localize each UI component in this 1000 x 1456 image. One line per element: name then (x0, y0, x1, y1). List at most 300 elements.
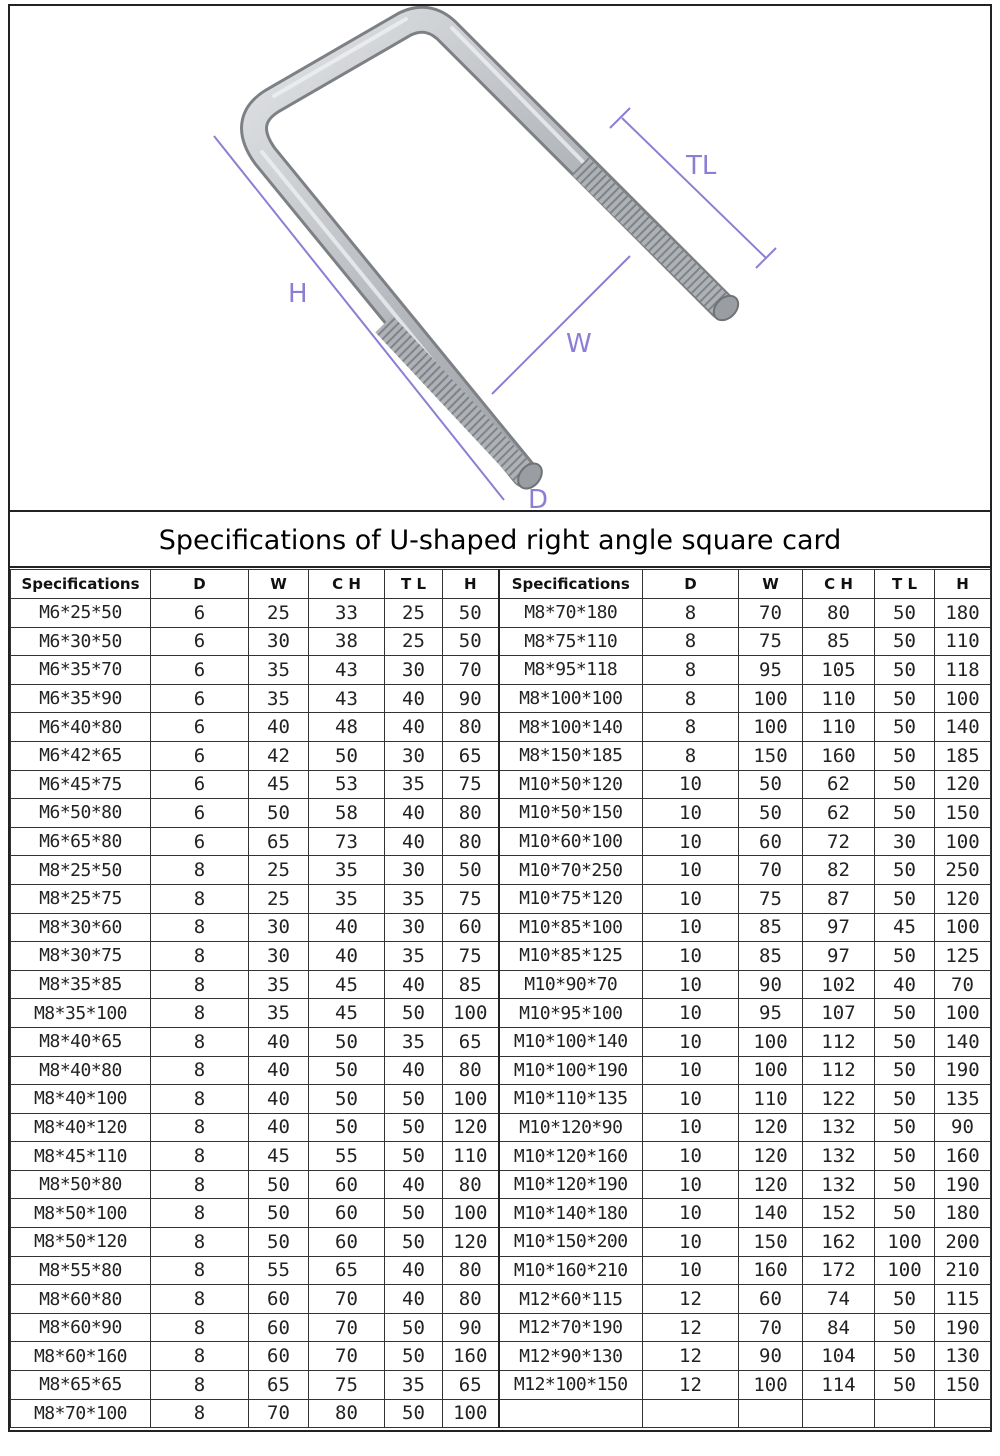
header-tl: T L (875, 570, 935, 599)
right-cell-spec: M10*70*250 (499, 856, 643, 885)
left-cell-ch: 70 (309, 1285, 385, 1314)
right-cell-ch: 112 (803, 1027, 875, 1056)
left-cell-d: 8 (151, 1113, 249, 1142)
header-ch: C H (803, 570, 875, 599)
right-cell-d: 8 (643, 684, 739, 713)
right-cell-tl: 50 (875, 856, 935, 885)
left-cell-w: 40 (249, 1027, 309, 1056)
right-cell-ch: 110 (803, 713, 875, 742)
right-cell-h: 180 (935, 1199, 991, 1228)
table-row (11, 1056, 991, 1085)
left-cell-ch: 60 (309, 1199, 385, 1228)
header-w: W (249, 570, 309, 599)
left-cell-w: 60 (249, 1313, 309, 1342)
left-cell-d: 8 (151, 942, 249, 971)
right-cell-tl: 45 (875, 913, 935, 942)
table-row (11, 627, 991, 656)
right-cell-tl: 50 (875, 999, 935, 1028)
left-cell-w: 40 (249, 713, 309, 742)
header-ch: C H (309, 570, 385, 599)
left-cell-h: 100 (443, 999, 499, 1028)
left-cell-tl: 40 (385, 1285, 443, 1314)
left-cell-h: 65 (443, 741, 499, 770)
right-cell-spec: M10*50*120 (499, 770, 643, 799)
left-cell-w: 40 (249, 1056, 309, 1085)
right-cell-tl: 50 (875, 1113, 935, 1142)
right-cell-h: 190 (935, 1170, 991, 1199)
right-cell-ch: 172 (803, 1256, 875, 1285)
left-cell-d: 6 (151, 627, 249, 656)
right-cell-spec: M10*120*190 (499, 1170, 643, 1199)
right-cell-ch: 162 (803, 1228, 875, 1257)
right-cell-tl: 50 (875, 1285, 935, 1314)
right-cell-w: 120 (739, 1170, 803, 1199)
right-cell-w: 50 (739, 799, 803, 828)
left-cell-spec: M8*45*110 (11, 1142, 151, 1171)
right-cell-d: 10 (643, 799, 739, 828)
right-cell-d: 10 (643, 1113, 739, 1142)
left-cell-spec: M8*50*120 (11, 1228, 151, 1257)
right-cell-h: 140 (935, 1027, 991, 1056)
right-cell-spec: M12*100*150 (499, 1371, 643, 1400)
right-cell-spec: M8*150*185 (499, 741, 643, 770)
table-row (11, 1371, 991, 1400)
left-cell-w: 70 (249, 1399, 309, 1428)
right-cell-ch (803, 1399, 875, 1428)
right-cell-d (643, 1399, 739, 1428)
table-row (11, 1027, 991, 1056)
right-cell-ch: 102 (803, 970, 875, 999)
left-cell-spec: M8*35*100 (11, 999, 151, 1028)
left-cell-w: 50 (249, 799, 309, 828)
left-cell-h: 100 (443, 1199, 499, 1228)
right-cell-d: 8 (643, 713, 739, 742)
left-cell-tl: 50 (385, 1113, 443, 1142)
right-cell-w: 85 (739, 913, 803, 942)
left-cell-h: 90 (443, 1313, 499, 1342)
right-cell-ch: 62 (803, 799, 875, 828)
right-cell-spec: M12*70*190 (499, 1313, 643, 1342)
right-cell-h: 125 (935, 942, 991, 971)
right-cell-tl: 40 (875, 970, 935, 999)
right-cell-spec: M10*85*125 (499, 942, 643, 971)
table-row (11, 770, 991, 799)
right-cell-h: 120 (935, 884, 991, 913)
right-cell-tl: 50 (875, 942, 935, 971)
left-cell-tl: 50 (385, 1342, 443, 1371)
left-cell-d: 8 (151, 1256, 249, 1285)
left-cell-d: 8 (151, 913, 249, 942)
right-cell-w: 150 (739, 1228, 803, 1257)
table-row (11, 741, 991, 770)
left-cell-d: 8 (151, 1056, 249, 1085)
right-cell-tl: 50 (875, 1170, 935, 1199)
left-cell-w: 25 (249, 599, 309, 628)
left-cell-d: 8 (151, 1285, 249, 1314)
header-h: H (935, 570, 991, 599)
left-cell-w: 35 (249, 970, 309, 999)
table-row (11, 1170, 991, 1199)
left-cell-w: 40 (249, 1085, 309, 1114)
left-cell-ch: 50 (309, 741, 385, 770)
right-cell-w: 150 (739, 741, 803, 770)
left-cell-w: 45 (249, 770, 309, 799)
right-cell-w: 100 (739, 1371, 803, 1400)
left-cell-ch: 53 (309, 770, 385, 799)
header-d: D (151, 570, 249, 599)
u-bolt-diagram (10, 6, 990, 512)
right-cell-d: 10 (643, 827, 739, 856)
right-cell-w: 120 (739, 1113, 803, 1142)
right-cell-spec: M10*75*120 (499, 884, 643, 913)
left-cell-ch: 48 (309, 713, 385, 742)
left-cell-h: 75 (443, 884, 499, 913)
right-cell-tl: 30 (875, 827, 935, 856)
right-cell-ch: 87 (803, 884, 875, 913)
right-cell-tl: 50 (875, 627, 935, 656)
right-cell-tl: 50 (875, 684, 935, 713)
left-cell-spec: M6*35*90 (11, 684, 151, 713)
left-cell-tl: 30 (385, 856, 443, 885)
right-cell-tl: 50 (875, 599, 935, 628)
left-cell-tl: 35 (385, 770, 443, 799)
header-d: D (643, 570, 739, 599)
table-row (11, 970, 991, 999)
right-cell-h: 150 (935, 799, 991, 828)
left-cell-ch: 58 (309, 799, 385, 828)
right-cell-spec: M10*120*90 (499, 1113, 643, 1142)
right-cell-h: 135 (935, 1085, 991, 1114)
right-cell-h: 115 (935, 1285, 991, 1314)
left-cell-d: 8 (151, 1228, 249, 1257)
left-cell-h: 100 (443, 1085, 499, 1114)
left-cell-h: 50 (443, 627, 499, 656)
right-cell-tl (875, 1399, 935, 1428)
right-cell-ch: 132 (803, 1170, 875, 1199)
left-cell-h: 80 (443, 1056, 499, 1085)
right-cell-h: 150 (935, 1371, 991, 1400)
left-cell-h: 120 (443, 1113, 499, 1142)
right-cell-tl: 50 (875, 1085, 935, 1114)
left-cell-spec: M6*50*80 (11, 799, 151, 828)
left-cell-w: 35 (249, 999, 309, 1028)
right-cell-h: 190 (935, 1313, 991, 1342)
left-cell-ch: 40 (309, 942, 385, 971)
right-cell-ch: 132 (803, 1113, 875, 1142)
table-row (11, 713, 991, 742)
right-cell-w: 90 (739, 1342, 803, 1371)
left-cell-d: 6 (151, 599, 249, 628)
right-cell-spec: M10*90*70 (499, 970, 643, 999)
left-cell-h: 80 (443, 1285, 499, 1314)
table-row (11, 684, 991, 713)
table-row (11, 913, 991, 942)
left-cell-d: 6 (151, 684, 249, 713)
left-cell-spec: M8*60*160 (11, 1342, 151, 1371)
table-row (11, 1313, 991, 1342)
left-cell-h: 80 (443, 827, 499, 856)
right-cell-spec: M8*95*118 (499, 656, 643, 685)
left-cell-ch: 80 (309, 1399, 385, 1428)
table-row (11, 1228, 991, 1257)
right-cell-ch: 82 (803, 856, 875, 885)
right-cell-w: 100 (739, 684, 803, 713)
right-cell-w: 100 (739, 713, 803, 742)
right-cell-d: 10 (643, 1027, 739, 1056)
left-cell-tl: 40 (385, 684, 443, 713)
header-h: H (443, 570, 499, 599)
left-cell-tl: 50 (385, 1399, 443, 1428)
u-bolt-image (254, 19, 743, 493)
right-cell-h: 100 (935, 913, 991, 942)
right-cell-ch: 160 (803, 741, 875, 770)
left-cell-w: 50 (249, 1170, 309, 1199)
right-cell-h: 180 (935, 599, 991, 628)
right-cell-w: 120 (739, 1142, 803, 1171)
right-cell-spec: M8*75*110 (499, 627, 643, 656)
right-cell-d: 10 (643, 999, 739, 1028)
left-cell-d: 8 (151, 856, 249, 885)
right-cell-ch: 74 (803, 1285, 875, 1314)
right-cell-ch: 132 (803, 1142, 875, 1171)
left-cell-tl: 40 (385, 827, 443, 856)
left-cell-w: 45 (249, 1142, 309, 1171)
d-label: D (528, 485, 549, 512)
right-cell-spec: M10*50*150 (499, 799, 643, 828)
right-cell-h: 100 (935, 827, 991, 856)
right-cell-w: 95 (739, 656, 803, 685)
right-cell-d: 12 (643, 1285, 739, 1314)
left-cell-w: 60 (249, 1285, 309, 1314)
left-cell-tl: 25 (385, 627, 443, 656)
right-cell-d: 12 (643, 1371, 739, 1400)
right-cell-d: 10 (643, 1228, 739, 1257)
right-cell-d: 10 (643, 970, 739, 999)
header-specifications: Specifications (11, 570, 151, 599)
left-cell-tl: 50 (385, 1085, 443, 1114)
left-cell-tl: 35 (385, 942, 443, 971)
right-cell-spec: M10*100*190 (499, 1056, 643, 1085)
left-cell-w: 30 (249, 913, 309, 942)
table-row (11, 1142, 991, 1171)
left-cell-d: 8 (151, 1371, 249, 1400)
left-cell-ch: 70 (309, 1313, 385, 1342)
right-cell-w: 60 (739, 1285, 803, 1314)
left-cell-spec: M8*25*75 (11, 884, 151, 913)
left-cell-spec: M6*65*80 (11, 827, 151, 856)
left-cell-tl: 40 (385, 1170, 443, 1199)
left-cell-tl: 40 (385, 970, 443, 999)
left-cell-spec: M6*30*50 (11, 627, 151, 656)
left-cell-ch: 45 (309, 999, 385, 1028)
right-cell-spec: M12*90*130 (499, 1342, 643, 1371)
left-cell-spec: M8*30*75 (11, 942, 151, 971)
right-cell-spec: M8*100*140 (499, 713, 643, 742)
right-cell-d: 10 (643, 913, 739, 942)
left-cell-d: 8 (151, 1170, 249, 1199)
w-dimension-line (492, 256, 630, 394)
right-cell-ch: 72 (803, 827, 875, 856)
right-cell-w: 100 (739, 1027, 803, 1056)
left-cell-spec: M8*40*120 (11, 1113, 151, 1142)
right-cell-ch: 110 (803, 684, 875, 713)
right-cell-h: 120 (935, 770, 991, 799)
specifications-table (10, 569, 991, 1428)
right-cell-w: 100 (739, 1056, 803, 1085)
right-cell-h: 110 (935, 627, 991, 656)
table-row (11, 1113, 991, 1142)
right-cell-tl: 50 (875, 884, 935, 913)
left-cell-tl: 50 (385, 1228, 443, 1257)
left-cell-d: 8 (151, 1313, 249, 1342)
right-cell-ch: 104 (803, 1342, 875, 1371)
right-cell-ch: 152 (803, 1199, 875, 1228)
tl-label: TL (686, 151, 717, 181)
left-cell-h: 65 (443, 1027, 499, 1056)
left-cell-ch: 50 (309, 1085, 385, 1114)
right-cell-spec: M10*95*100 (499, 999, 643, 1028)
right-cell-d: 8 (643, 656, 739, 685)
left-cell-h: 65 (443, 1371, 499, 1400)
left-cell-tl: 50 (385, 1199, 443, 1228)
left-cell-spec: M8*25*50 (11, 856, 151, 885)
left-cell-d: 6 (151, 799, 249, 828)
left-cell-d: 8 (151, 1399, 249, 1428)
left-cell-spec: M8*60*80 (11, 1285, 151, 1314)
h-label: H (288, 279, 308, 309)
left-cell-d: 6 (151, 741, 249, 770)
left-cell-ch: 73 (309, 827, 385, 856)
left-cell-spec: M8*35*85 (11, 970, 151, 999)
right-cell-ch: 85 (803, 627, 875, 656)
right-cell-d: 10 (643, 856, 739, 885)
left-cell-spec: M6*42*65 (11, 741, 151, 770)
right-cell-h: 118 (935, 656, 991, 685)
right-cell-tl: 50 (875, 1027, 935, 1056)
left-cell-w: 65 (249, 1371, 309, 1400)
right-cell-tl: 50 (875, 1142, 935, 1171)
table-row (11, 799, 991, 828)
left-cell-spec: M6*40*80 (11, 713, 151, 742)
left-cell-h: 60 (443, 913, 499, 942)
left-cell-h: 75 (443, 770, 499, 799)
right-cell-spec (499, 1399, 643, 1428)
left-cell-spec: M8*50*100 (11, 1199, 151, 1228)
right-cell-tl: 50 (875, 713, 935, 742)
left-cell-d: 8 (151, 1142, 249, 1171)
left-cell-w: 50 (249, 1199, 309, 1228)
right-cell-spec: M10*150*200 (499, 1228, 643, 1257)
left-cell-d: 8 (151, 1085, 249, 1114)
right-cell-spec: M10*140*180 (499, 1199, 643, 1228)
left-cell-tl: 50 (385, 999, 443, 1028)
left-cell-d: 8 (151, 970, 249, 999)
left-cell-w: 42 (249, 741, 309, 770)
left-cell-h: 50 (443, 599, 499, 628)
right-cell-spec: M12*60*115 (499, 1285, 643, 1314)
right-cell-d: 10 (643, 1085, 739, 1114)
right-cell-ch: 84 (803, 1313, 875, 1342)
right-cell-tl: 50 (875, 656, 935, 685)
left-cell-tl: 35 (385, 1371, 443, 1400)
right-cell-h: 100 (935, 999, 991, 1028)
left-cell-spec: M8*50*80 (11, 1170, 151, 1199)
right-cell-spec: M10*100*140 (499, 1027, 643, 1056)
right-cell-ch: 122 (803, 1085, 875, 1114)
left-cell-ch: 33 (309, 599, 385, 628)
right-cell-w: 95 (739, 999, 803, 1028)
document-frame (8, 4, 992, 1432)
left-cell-tl: 40 (385, 1256, 443, 1285)
table-row (11, 884, 991, 913)
right-cell-tl: 50 (875, 1056, 935, 1085)
right-cell-spec: M10*120*160 (499, 1142, 643, 1171)
left-cell-spec: M8*40*80 (11, 1056, 151, 1085)
left-cell-d: 6 (151, 770, 249, 799)
table-row (11, 856, 991, 885)
right-cell-tl: 50 (875, 1371, 935, 1400)
left-cell-tl: 40 (385, 713, 443, 742)
left-cell-tl: 50 (385, 1313, 443, 1342)
right-cell-w: 70 (739, 599, 803, 628)
right-cell-ch: 105 (803, 656, 875, 685)
left-cell-ch: 70 (309, 1342, 385, 1371)
left-cell-tl: 35 (385, 1027, 443, 1056)
table-row (11, 656, 991, 685)
left-cell-d: 6 (151, 713, 249, 742)
left-cell-ch: 43 (309, 656, 385, 685)
left-cell-tl: 25 (385, 599, 443, 628)
left-cell-tl: 30 (385, 913, 443, 942)
left-cell-d: 6 (151, 656, 249, 685)
right-cell-spec: M10*60*100 (499, 827, 643, 856)
left-cell-w: 25 (249, 856, 309, 885)
right-cell-tl: 50 (875, 1313, 935, 1342)
left-cell-d: 8 (151, 1342, 249, 1371)
left-cell-h: 50 (443, 856, 499, 885)
right-cell-w (739, 1399, 803, 1428)
left-cell-d: 6 (151, 827, 249, 856)
left-cell-ch: 60 (309, 1228, 385, 1257)
left-cell-w: 25 (249, 884, 309, 913)
right-cell-h: 185 (935, 741, 991, 770)
table-header-row (11, 570, 991, 599)
table-row (11, 999, 991, 1028)
left-cell-h: 75 (443, 942, 499, 971)
left-cell-spec: M8*40*100 (11, 1085, 151, 1114)
left-cell-tl: 30 (385, 656, 443, 685)
right-cell-w: 50 (739, 770, 803, 799)
left-cell-h: 110 (443, 1142, 499, 1171)
left-cell-h: 100 (443, 1399, 499, 1428)
left-cell-ch: 55 (309, 1142, 385, 1171)
right-cell-w: 75 (739, 884, 803, 913)
left-cell-h: 160 (443, 1342, 499, 1371)
left-cell-w: 35 (249, 684, 309, 713)
right-cell-ch: 114 (803, 1371, 875, 1400)
right-cell-h: 100 (935, 684, 991, 713)
right-cell-spec: M10*110*135 (499, 1085, 643, 1114)
right-cell-ch: 112 (803, 1056, 875, 1085)
left-cell-w: 30 (249, 627, 309, 656)
right-cell-d: 10 (643, 1199, 739, 1228)
right-cell-d: 10 (643, 770, 739, 799)
right-cell-d: 10 (643, 942, 739, 971)
left-cell-h: 70 (443, 656, 499, 685)
right-cell-d: 8 (643, 627, 739, 656)
left-cell-h: 85 (443, 970, 499, 999)
right-cell-w: 160 (739, 1256, 803, 1285)
